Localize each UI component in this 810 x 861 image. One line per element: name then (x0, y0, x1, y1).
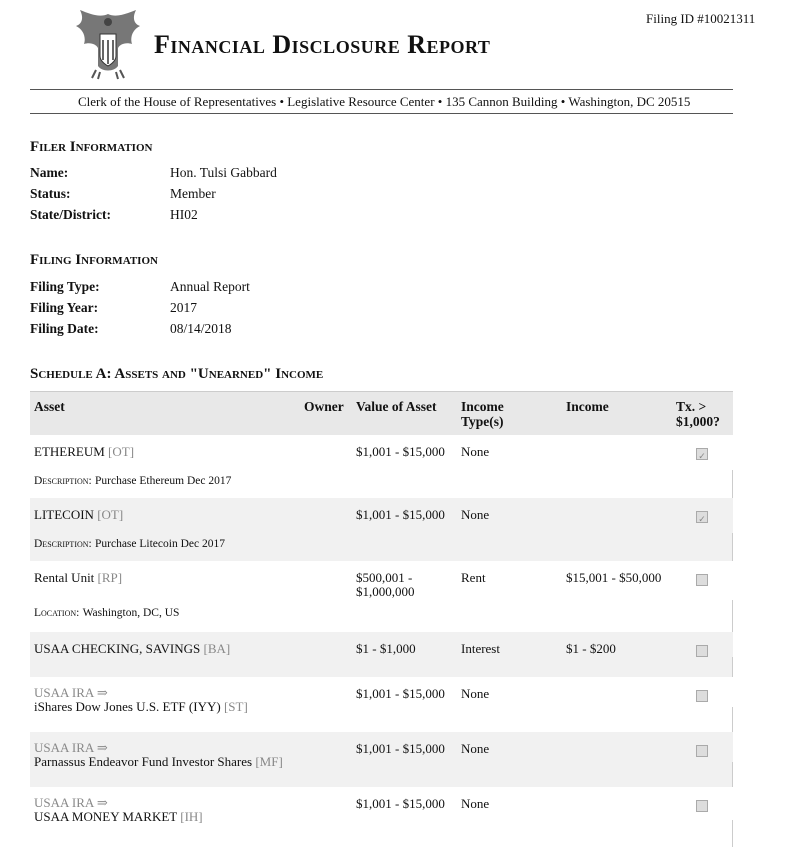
row-divider (732, 470, 733, 498)
filing-info-heading: Filing Information (30, 252, 158, 268)
col-income-type-line2: Type(s) (461, 414, 504, 429)
asset-name-cell (34, 809, 203, 824)
eagle-seal-icon (70, 8, 146, 80)
income-amount: $1 - $200 (566, 641, 616, 656)
col-owner: Owner (304, 399, 344, 414)
filing-type-label: Filing Type: (30, 279, 100, 294)
asset-type-tag: [RP] (97, 570, 123, 585)
checked-checkbox-icon: ✓ (696, 448, 708, 460)
row-divider (732, 533, 733, 561)
report-title: Financial Disclosure Report (154, 30, 491, 59)
checkbox-icon (696, 745, 708, 757)
col-tx-line2: $1,000? (676, 414, 720, 429)
asset-type-tag: [OT] (108, 444, 135, 459)
asset-name-cell (34, 641, 230, 656)
filer-status-value: Member (170, 186, 216, 201)
income-type: Interest (461, 641, 500, 656)
col-value: Value of Asset (356, 399, 437, 414)
asset-type-tag: [MF] (255, 754, 283, 769)
note-text: Purchase Litecoin Dec 2017 (94, 538, 225, 550)
asset-type-tag: [ST] (223, 699, 248, 714)
income-type: None (461, 444, 490, 459)
asset-name-cell (34, 507, 123, 522)
asset-name-cell (34, 754, 283, 769)
row-divider (732, 762, 733, 787)
checked-checkbox-icon: ✓ (696, 511, 708, 523)
header-rule-bottom (30, 113, 733, 114)
parent-account: USAA IRA ⇒ (34, 795, 108, 810)
filing-year-value: 2017 (170, 300, 197, 315)
asset-name: Rental Unit (34, 570, 95, 585)
header-rule-top (30, 89, 733, 90)
asset-note (34, 472, 231, 489)
col-tx-line1: Tx. > (676, 399, 707, 414)
col-income: Income (566, 399, 609, 414)
col-asset: Asset (34, 399, 65, 414)
asset-type-tag: [OT] (97, 507, 124, 522)
filer-name-value: Hon. Tulsi Gabbard (170, 165, 277, 180)
asset-value: $500,001 - (356, 570, 413, 585)
asset-name-cell (34, 570, 122, 585)
asset-note (34, 604, 179, 621)
asset-value: $1,001 - $15,000 (356, 507, 445, 522)
table-header (30, 391, 733, 435)
asset-value: $1,001 - $15,000 (356, 686, 445, 701)
filing-type-value: Annual Report (170, 279, 250, 294)
parent-account: USAA IRA ⇒ (34, 685, 108, 700)
income-type: None (461, 741, 490, 756)
asset-type-tag: [BA] (203, 641, 231, 656)
table-row (30, 632, 733, 677)
row-divider (732, 657, 733, 677)
checkbox-icon (696, 690, 708, 702)
row-divider (732, 600, 733, 632)
col-income-type-line1: Income (461, 399, 504, 414)
table-row (30, 787, 733, 847)
note-label: Location: (34, 607, 80, 619)
income-type: None (461, 796, 490, 811)
filing-id: Filing ID #10021311 (646, 11, 756, 26)
asset-name: Parnassus Endeavor Fund Investor Shares (34, 754, 253, 769)
filing-date-label: Filing Date: (30, 321, 99, 336)
row-divider (732, 820, 733, 847)
asset-name-cell (34, 444, 134, 459)
table-body (30, 435, 733, 847)
checkbox-icon (696, 574, 708, 586)
schedule-a-heading: Schedule A: Assets and "Unearned" Income (30, 366, 324, 382)
table-row (30, 677, 733, 732)
asset-value: $1 - $1,000 (356, 641, 416, 656)
filer-info-heading: Filer Information (30, 139, 153, 155)
checkbox-icon (696, 800, 708, 812)
note-text: Washington, DC, US (82, 607, 180, 619)
table-row (30, 732, 733, 787)
asset-name: USAA MONEY MARKET (34, 809, 178, 824)
parent-account: USAA IRA ⇒ (34, 740, 108, 755)
income-type: Rent (461, 570, 486, 585)
clerk-address: Clerk of the House of Representatives • Legislative Resource Center • 135 Cannon Building • Washington, DC 20515 (78, 94, 691, 109)
income-type: None (461, 686, 490, 701)
asset-name: LITECOIN (34, 507, 94, 522)
filing-date-value: 08/14/2018 (170, 321, 232, 336)
asset-name: iShares Dow Jones U.S. ETF (IYY) (34, 699, 221, 714)
asset-value: $1,001 - $15,000 (356, 741, 445, 756)
table-row (30, 561, 733, 632)
table-row (30, 498, 733, 561)
asset-value: $1,001 - $15,000 (356, 796, 445, 811)
note-label: Description: (34, 538, 92, 550)
assets-table (30, 391, 733, 847)
asset-note (34, 535, 225, 552)
row-divider (732, 707, 733, 732)
checkbox-icon (696, 645, 708, 657)
income-type: None (461, 507, 490, 522)
asset-name-cell (34, 699, 248, 714)
note-label: Description: (34, 475, 92, 487)
asset-value-line2: $1,000,000 (356, 584, 415, 599)
asset-name: ETHEREUM (34, 444, 105, 459)
filer-district-label: State/District: (30, 207, 111, 222)
filer-name-label: Name: (30, 165, 69, 180)
asset-value: $1,001 - $15,000 (356, 444, 445, 459)
filer-district-value: HI02 (170, 207, 198, 222)
asset-type-tag: [IH] (180, 809, 203, 824)
table-row (30, 435, 733, 498)
filer-status-label: Status: (30, 186, 71, 201)
filing-year-label: Filing Year: (30, 300, 99, 315)
income-amount: $15,001 - $50,000 (566, 570, 662, 585)
note-text: Purchase Ethereum Dec 2017 (94, 475, 232, 487)
asset-name: USAA CHECKING, SAVINGS (34, 641, 201, 656)
